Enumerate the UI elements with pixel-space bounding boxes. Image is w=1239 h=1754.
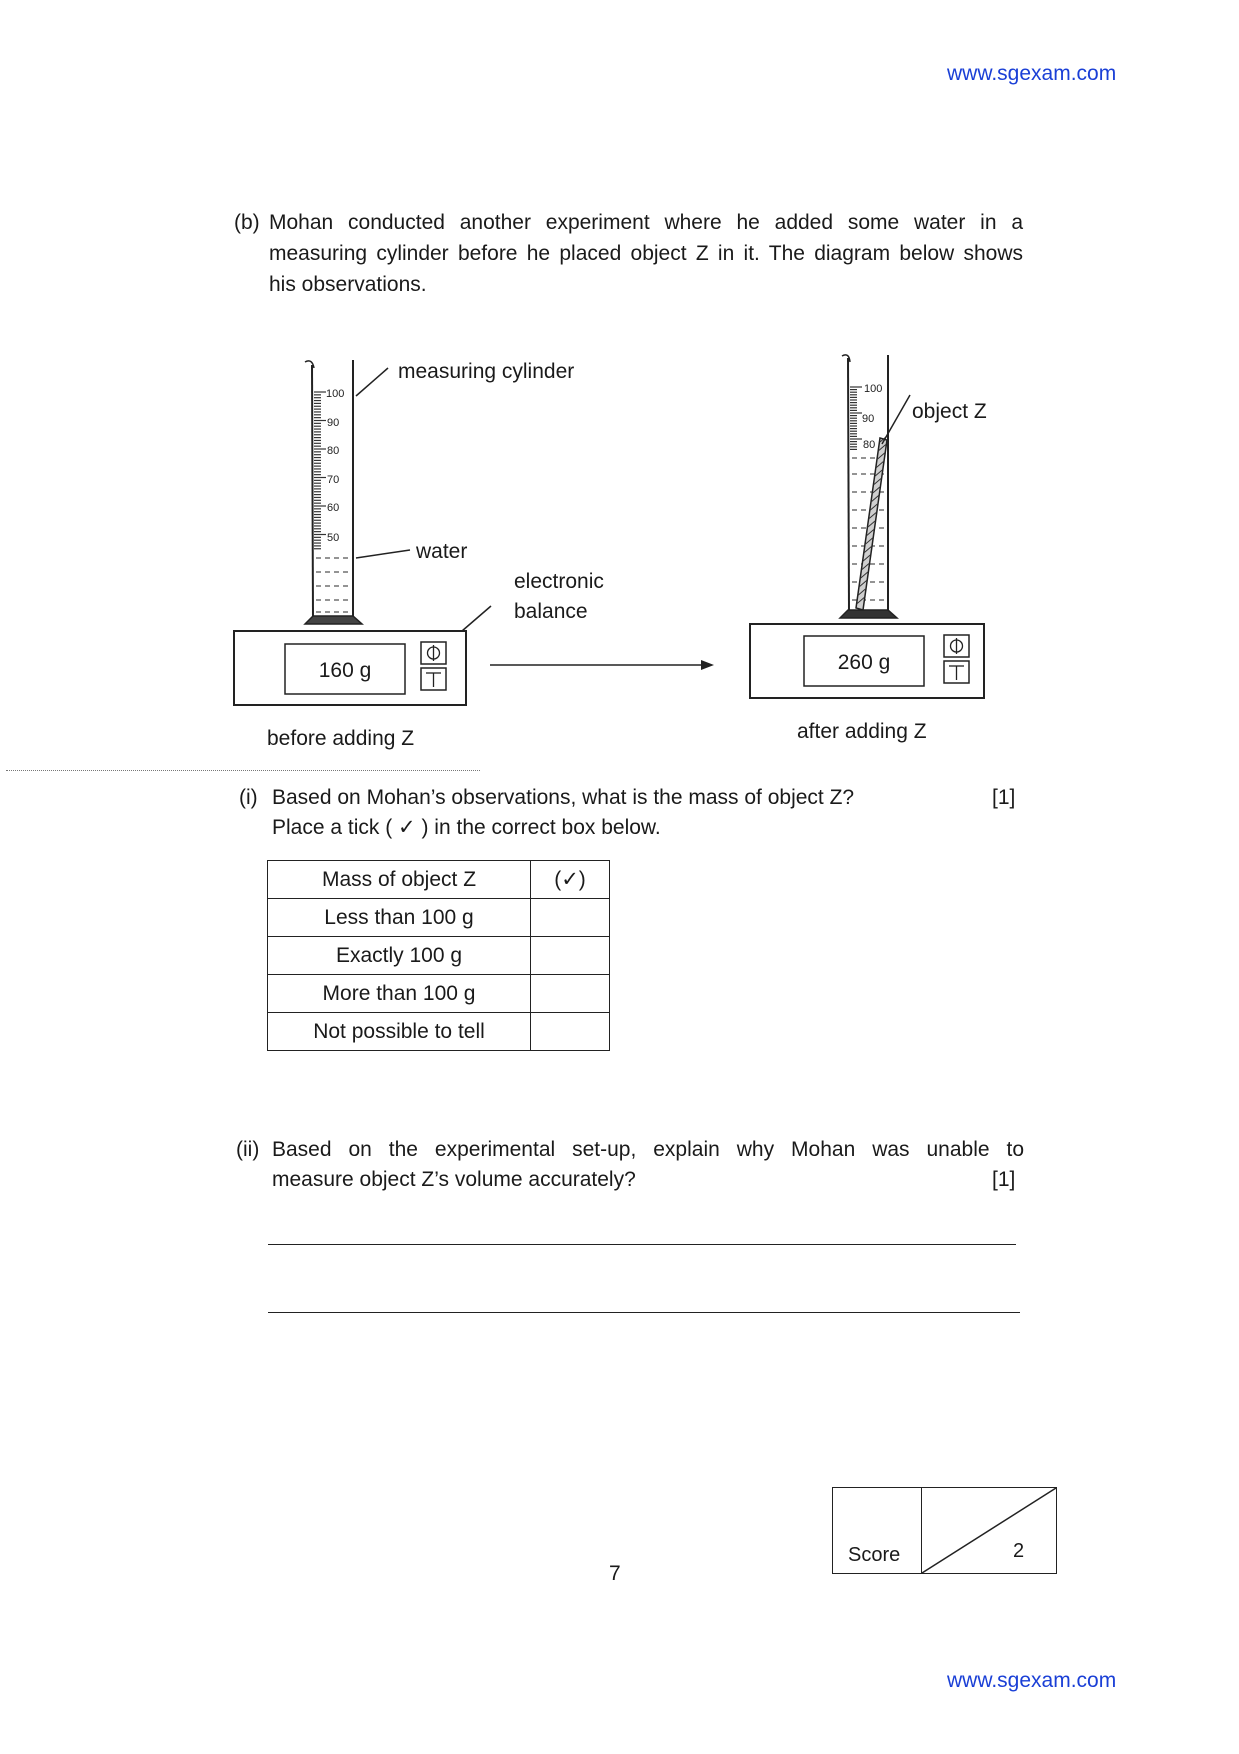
before-scale-90: 90 [327,417,340,429]
page-number: 7 [609,1562,621,1585]
before-scale-100: 100 [326,388,345,400]
caption-after: after adding Z [797,720,927,743]
question-i-line-1: Based on Mohan’s observations, what is the mass of object Z? [272,786,855,809]
after-scale-80: 80 [863,439,876,451]
tick-box[interactable] [531,1013,610,1051]
table-header-mass: Mass of object Z [268,861,531,899]
before-scale-50: 50 [327,532,340,544]
after-scale-90: 90 [862,413,875,425]
question-b-line-1: Mohan conducted another experiment where he added some water in a [269,211,1023,234]
label-object-z: object Z [912,400,987,423]
label-electronic: electronic [514,570,604,593]
answer-line-2[interactable] [268,1312,1020,1313]
option-label: Less than 100 g [268,899,531,937]
caption-before: before adding Z [267,727,415,750]
before-balance-reading: 160 g [318,659,372,682]
after-balance-reading: 260 g [837,651,891,674]
question-b-label: (b) [234,211,260,234]
header-site-link: www.sgexam.com [947,62,1117,85]
table-row [268,937,610,975]
water [316,558,350,612]
label-measuring-cylinder: measuring cylinder [398,360,575,383]
tick-box[interactable] [531,899,610,937]
score-label: Score [848,1544,901,1566]
option-label: Exactly 100 g [268,937,531,975]
question-i-label: (i) [239,786,258,809]
leader-balance [462,606,491,631]
label-water: water [416,540,468,563]
question-ii-line-2: measure object Z’s volume accurately? [272,1168,636,1191]
table-row [268,1013,610,1051]
before-scale-80: 80 [327,445,340,457]
before-scale-60: 60 [327,502,340,514]
option-label: Not possible to tell [268,1013,531,1051]
score-value: 2 [1013,1540,1025,1562]
table-row [268,975,610,1013]
score-diagonal [922,1488,1056,1573]
question-ii-line-1: Based on the experimental set-up, explain why Mohan was unable to [272,1138,1024,1161]
question-i-marks: [1] [992,786,1016,809]
question-ii-label: (ii) [236,1138,260,1161]
question-b-line-3: his observations. [269,273,427,296]
dotted-separator [6,770,480,771]
object-z [856,436,887,610]
leader-object-z [882,395,910,444]
before-scale-70: 70 [327,474,340,486]
score-box [832,1487,1057,1574]
question-i-line-2: Place a tick ( ✓ ) in the correct box below. [272,816,661,839]
footer-site-link: www.sgexam.com [947,1669,1117,1692]
leader-water [356,550,410,558]
table-row [268,899,610,937]
question-ii-marks: [1] [992,1168,1016,1191]
answer-line-1[interactable] [268,1244,1016,1245]
arrow-icon [490,660,714,670]
question-b-line-2: measuring cylinder before he placed object Z in it. The diagram below shows [269,242,1023,265]
table-header-row [268,861,610,899]
leader-cylinder [356,368,388,396]
option-label: More than 100 g [268,975,531,1013]
after-scale-100: 100 [864,383,883,395]
experiment-diagram [0,340,1239,760]
tick-box[interactable] [531,975,610,1013]
label-balance: balance [514,600,588,623]
mass-tick-table [267,860,610,1051]
tick-box[interactable] [531,937,610,975]
table-header-tick: (✓) [531,861,610,899]
